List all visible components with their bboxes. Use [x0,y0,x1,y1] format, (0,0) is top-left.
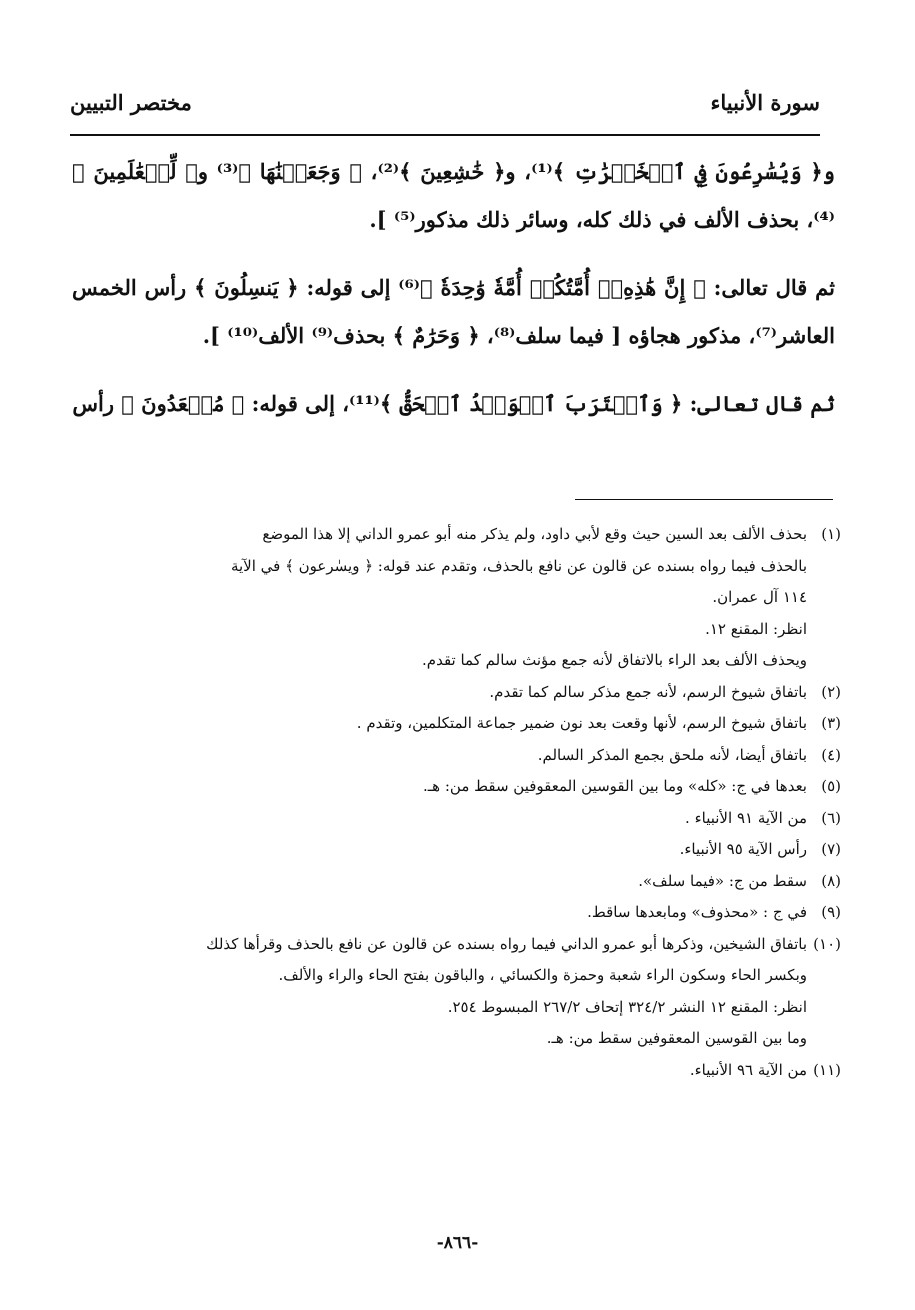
footnote-number: (٦) [821,808,841,827]
footnote [72,519,841,677]
footnote-line: انظر: المقنع ١٢. [705,619,807,638]
paragraph: ثم قال تعالى: ﴿ وَٱقۡتَرَبَ ٱلۡوَعۡدُ ٱلۡحَقُّ ﴾⁽¹¹⁾، إلى قوله: ﴿ مُبۡعَدُونَ ﴾ رأس [72,391,835,416]
footnote-line: بحذف الألف بعد السين حيث وقع لأبي داود، ولم يذكر منه أبو عمرو الداني إلا هذا الموضع [262,525,807,543]
footnote [72,771,841,803]
footnote-line: باتفاق الشيخين، وذكرها أبو عمرو الداني فيما رواه بسنده عن قالون عن نافع بالحذف وقرأها كذلك [206,934,807,953]
footnote-number: (٨) [821,871,841,890]
footnote [72,708,841,740]
paragraph: و﴿ وَيُسَٰرِعُونَ فِي ٱلۡخَيۡرَٰتِ ﴾⁽¹⁾، و﴿ خَٰشِعِينَ ﴾⁽²⁾، ﴿ وَجَعَلۡنَٰهَا ﴾⁽³⁾ و﴿ لِّلۡعَٰلَمِينَ ﴾⁽⁴⁾، بحذف الألف في ذلك كله، وسائر ذلك مذكور⁽⁵⁾ ]. [72,159,835,232]
footnote-number: (١) [821,525,841,543]
running-head [70,90,820,130]
footnote-line: وبكسر الحاء وسكون الراء شعبة وحمزة والكسائي ، والباقون بفتح الحاء والراء والألف. [278,966,807,984]
footnote-number: (٢) [821,682,841,701]
footnote-line: رأس الآية ٩٥ الأنبياء. [679,840,807,858]
footnote-number: (٥) [821,777,841,795]
footnote [72,929,841,1055]
footnote-line: ويحذف الألف بعد الراء بالاتفاق لأنه جمع مؤنث سالم كما تقدم. [422,651,807,669]
footnote-number: (١٠) [813,934,841,953]
footnote [72,897,841,929]
footnote-line: في ج : «محذوف» ومابعدها ساقط. [587,903,807,921]
header-rule [70,134,820,136]
footnote-line: سقط من ج: «فيما سلف». [638,871,807,890]
footnote-line: بالحذف فيما رواه بسنده عن قالون عن نافع بالحذف، وتقدم عند قوله: ﴿ ويسٰرعون ﴾ في الآية [230,556,807,575]
footnote-line: من الآية ٩١ الأنبياء . [685,808,807,827]
footnote-number: (٤) [821,745,841,764]
footnote [72,740,841,772]
footnote [72,803,841,835]
footnote-line: ١١٤ آل عمران. [712,588,807,606]
footnote-line: باتفاق أيضا، لأنه ملحق بجمع المذكر السالم. [537,745,807,764]
paragraph: ثم قال تعالى: ﴿ إِنَّ هَٰذِهِۦٓ أُمَّتُكُمۡ أُمَّةٗ وَٰحِدَةٗ ﴾⁽⁶⁾ إلى قوله: ﴿ يَنسِلُونَ ﴾ رأس الخمس العاشر⁽⁷⁾، مذكور هجاؤه [ فيما سلف⁽⁸⁾، ﴿ وَحَرَٰمٌ ﴾ بحذف⁽⁹⁾ الألف⁽¹⁰⁾ ]. [72,275,835,348]
footnote [72,677,841,709]
footnote-separator [575,499,833,500]
footnote-line: بعدها في ج: «كله» وما بين القوسين المعقوفين سقط من: هـ. [423,777,807,795]
footnote-number: (١١) [813,1060,841,1079]
surah-title: سورة الأنبياء [710,90,820,115]
footnote [72,1055,841,1087]
footnote [72,866,841,898]
main-text [72,148,835,448]
footnotes [72,519,841,1086]
footnote-line: انظر: المقنع ١٢ النشر ٣٢٤/٢ إتحاف ٢٦٧/٢ المبسوط ٢٥٤. [447,997,807,1016]
footnote-number: (٩) [821,903,841,921]
footnote-number: (٧) [821,840,841,858]
footnote [72,834,841,866]
footnote-line: باتفاق شيوخ الرسم، لأنه جمع مذكر سالم كما تقدم. [489,682,807,701]
footnote-line: باتفاق شيوخ الرسم، لأنها وقعت بعد نون ضمير جماعة المتكلمين، وتقدم . [356,714,807,732]
page-number: -٨٦٦- [436,1233,479,1253]
book-title: مختصر التبيين [70,90,192,115]
footnote-line: وما بين القوسين المعقوفين سقط من: هـ. [546,1029,807,1047]
footnote-number: (٣) [821,714,841,732]
footnote-line: من الآية ٩٦ الأنبياء. [689,1060,807,1079]
